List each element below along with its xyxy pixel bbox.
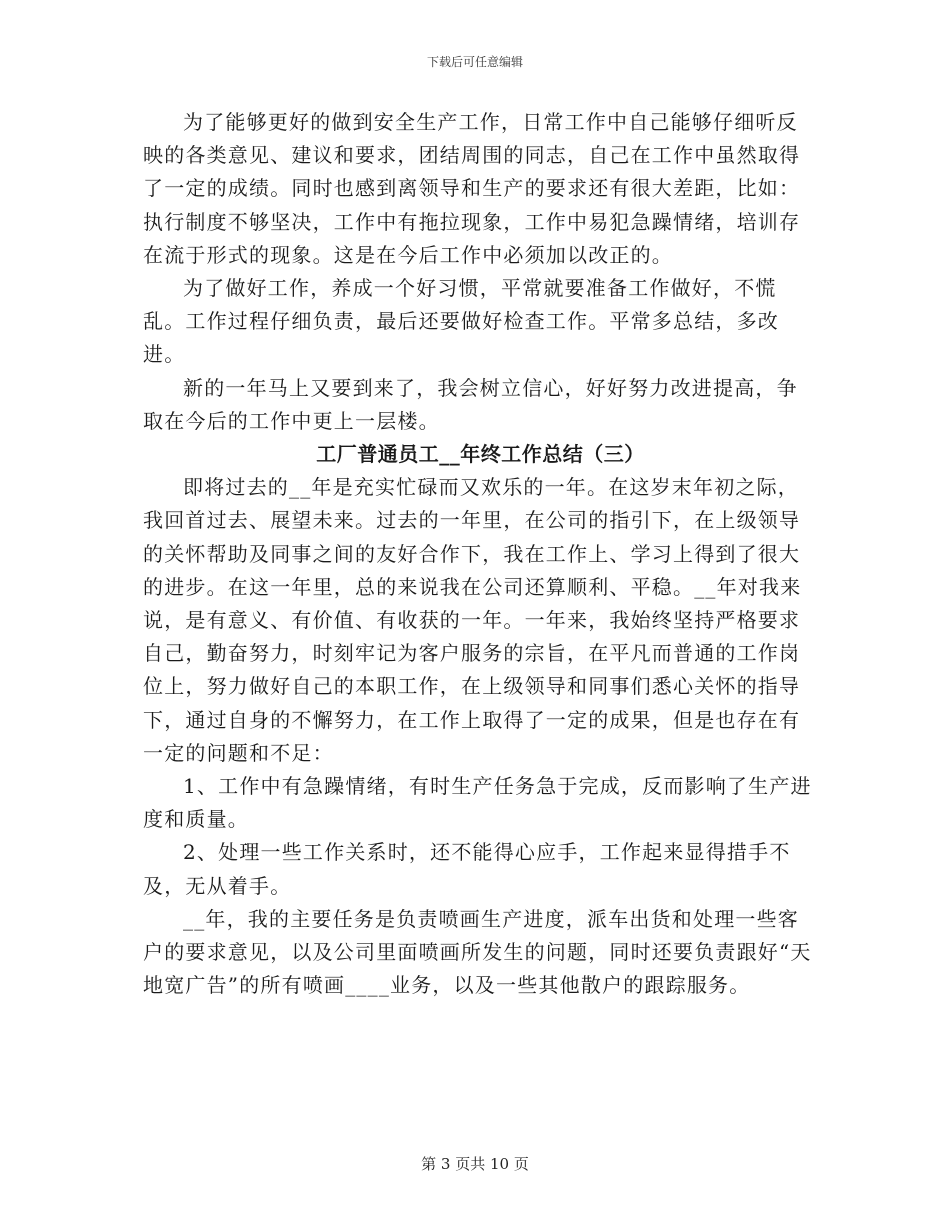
paragraph: 即将过去的__年是充实忙碌而又欢乐的一年。在这岁末年初之际，我回首过去、展望未来。过去的一年里，在公司的指引下，在上级领导的关怀帮助及同事之间的友好合作下，我在工作上、学习上得到了很大的进步。在这一年里，总的来说我在公司还算顺利、平稳。__年对我来说，是有意义、有价值、有收获的一年。一年来，我始终坚持严格要求自己，勤奋努力，时刻牢记为客户服务的宗旨，在平凡而普通的工作岗位上，努力做好自己的本职工作，在上级领导和同事们悉心关怀的指导下，通过自身的不懈努力，在工作上取得了一定的成果，但是也存在有一定的问题和不足：	[143, 475, 802, 765]
paragraph: 2、处理一些工作关系时，还不能得心应手，工作起来显得措手不及，无从着手。	[143, 840, 791, 898]
paragraph: 新的一年马上又要到来了，我会树立信心，好好努力改进提高，争取在今后的工作中更上一层楼。	[143, 375, 798, 433]
section-title: 工厂普通员工__年终工作总结（三）	[316, 442, 645, 467]
paragraph: __年，我的主要任务是负责喷画生产进度，派车出货和处理一些客户的要求意见，以及公司里面喷画所发生的问题，同时还要负责跟好“天地宽广告”的所有喷画____业务，以及一些其他散户的跟踪服务。	[143, 906, 812, 998]
page-header: 下载后可任意编辑	[426, 55, 523, 69]
paragraph: 为了能够更好的做到安全生产工作，日常工作中自己能够仔细听反映的各类意见、建议和要求，团结周围的同志，自己在工作中虽然取得了一定的成绩。同时也感到离领导和生产的要求还有很大差距，比如：执行制度不够坚决，工作中有拖拉现象，工作中易犯急躁情绪，培训存在流于形式的现象。这是在今后工作中必须加以改正的。	[143, 110, 801, 267]
paragraph: 1、工作中有急躁情绪，有时生产任务急于完成，反而影响了生产进度和质量。	[143, 774, 812, 832]
document-body	[143, 106, 818, 1002]
paragraph: 为了做好工作，养成一个好习惯，平常就要准备工作做好，不慌乱。工作过程仔细负责，最后还要做好检查工作。平常多总结，多改进。	[143, 276, 779, 367]
page-footer: 第 3 页共 10 页	[421, 1155, 529, 1173]
